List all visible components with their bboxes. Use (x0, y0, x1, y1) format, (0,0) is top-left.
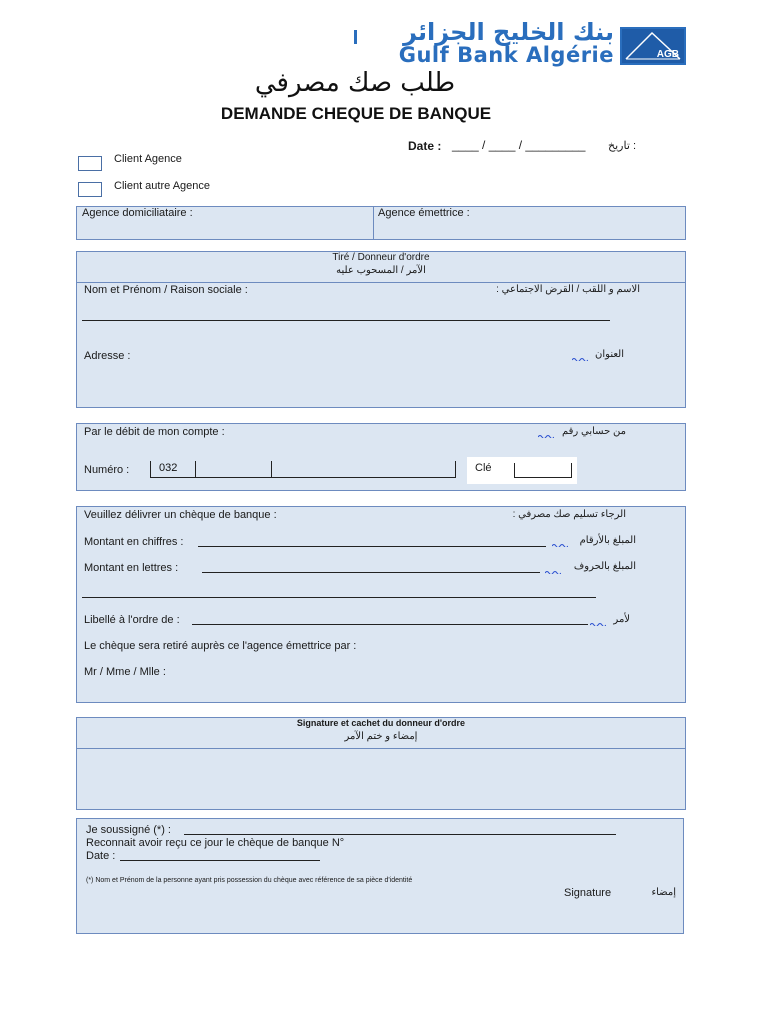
mr-mme-mlle-label[interactable]: Mr / Mme / Mlle : (84, 666, 166, 678)
receipt-date-label: Date : (86, 850, 116, 862)
client-agence-checkbox[interactable] (78, 156, 102, 171)
spellcheck-squiggle-icon (545, 570, 561, 574)
account-number-field[interactable] (150, 461, 456, 478)
receipt-signature-label: Signature (564, 887, 612, 899)
payee-label: Libellé à l'ordre de : (84, 614, 180, 626)
amount-letters-line-2[interactable] (82, 597, 596, 598)
spellcheck-squiggle-icon (590, 622, 606, 626)
amount-digits-label: Montant en chiffres : (84, 536, 184, 548)
payee-line[interactable] (192, 624, 588, 625)
amount-digits-arabic: المبلغ بالأرقام (579, 535, 636, 546)
signature-header-ar: إمضاء و ختم الآمر (344, 731, 418, 742)
bank-name-arabic: بنك الخليج الجزائر (403, 18, 614, 46)
date-label-arabic: : تاريخ (608, 140, 636, 152)
signature-header-fr: Signature et cachet du donneur d'ordre (296, 718, 466, 728)
tire-details-box (76, 282, 686, 408)
receipt-footnote: (*) Nom et Prénom de la personne ayant pris possession du chèque avec référence de sa pièce d'identité (86, 877, 413, 884)
page-title: DEMANDE CHEQUE DE BANQUE (220, 104, 492, 123)
account-segment-divider (271, 461, 272, 477)
amount-letters-arabic: المبلغ بالحروف (573, 561, 636, 572)
name-input-line[interactable] (82, 320, 610, 321)
receipt-soussigne-line[interactable] (184, 834, 616, 835)
tire-header-ar: الآمر / المسحوب عليه (336, 265, 426, 276)
agence-divider (373, 207, 374, 239)
date-blanks[interactable]: ____ / ____ / _________ (452, 138, 586, 152)
delivery-request-arabic: الرجاء تسليم صك مصرفي : (512, 509, 626, 520)
receipt-date-line[interactable] (120, 860, 320, 861)
pickup-label: Le chèque sera retiré auprès ce l'agence émettrice par : (84, 640, 357, 652)
receipt-signature-arabic: إمضاء (651, 887, 676, 898)
client-autre-agence-checkbox[interactable] (78, 182, 102, 197)
account-number-prefix: 032 (159, 462, 178, 474)
debit-label: Par le débit de mon compte : (84, 426, 225, 438)
agb-logo (620, 27, 686, 65)
bank-name-english: Gulf Bank Algérie (398, 43, 614, 67)
signature-area[interactable] (76, 748, 686, 810)
numero-label: Numéro : (84, 464, 130, 476)
payee-arabic: لأمر (613, 614, 630, 625)
title-arabic: طلب صك مصرفي (254, 68, 456, 98)
agb-logo-text: AGB (656, 49, 679, 60)
name-label-arabic: الاسم و اللقب / القرض الاجتماعي : (496, 284, 640, 295)
agence-emettrice-label[interactable]: Agence émettrice : (378, 207, 470, 219)
date-label: Date : (408, 139, 442, 153)
delivery-request-label: Veuillez délivrer un chèque de banque : (84, 509, 277, 521)
receipt-reconnait-label: Reconnait avoir reçu ce jour le chèque de banque N° (86, 837, 345, 849)
client-agence-label: Client Agence (114, 153, 182, 165)
debit-label-arabic: من حسابي رقم (561, 426, 626, 437)
cle-input[interactable] (514, 463, 572, 478)
spellcheck-squiggle-icon (538, 434, 554, 438)
amount-letters-label: Montant en lettres : (84, 562, 179, 574)
logo-separator-bar (354, 30, 357, 44)
cle-label: Clé (475, 462, 492, 474)
address-label: Adresse : (84, 350, 131, 362)
amount-digits-line[interactable] (198, 546, 546, 547)
address-label-arabic: العنوان (595, 349, 624, 360)
agence-domiciliataire-label[interactable]: Agence domiciliataire : (82, 207, 193, 219)
spellcheck-squiggle-icon (572, 357, 588, 361)
amount-letters-line[interactable] (202, 572, 540, 573)
account-segment-divider (195, 461, 196, 477)
tire-header-fr: Tiré / Donneur d'ordre (332, 252, 430, 263)
client-autre-agence-label: Client autre Agence (114, 180, 211, 192)
account-segment-divider (455, 461, 456, 477)
receipt-soussigne-label: Je soussigné (*) : (86, 824, 171, 836)
spellcheck-squiggle-icon (552, 543, 568, 547)
name-label: Nom et Prénom / Raison sociale : (84, 284, 248, 296)
